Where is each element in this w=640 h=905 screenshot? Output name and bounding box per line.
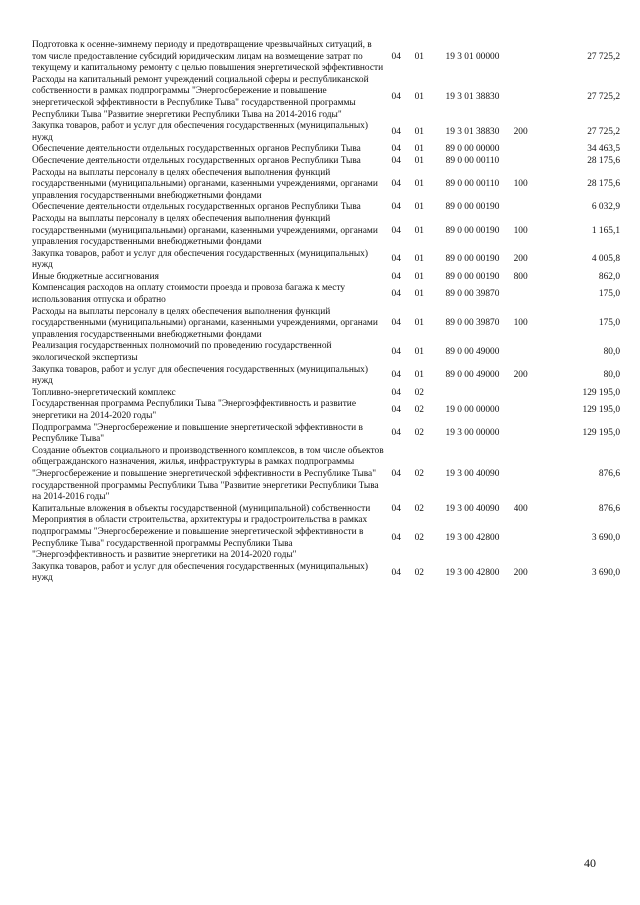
table-row [32, 515, 620, 561]
row-target-article: 19 3 00 40090 [445, 503, 500, 514]
row-amount: 27 725,2 [587, 126, 620, 137]
row-expense-type [514, 423, 554, 446]
row-name: Подготовка к осенне-зимнему периоду и предотвращение чрезвычайных ситуаций, в том числе предоставление субсидий юридическим лицам на возмещение затрат по текущему и капитальному ремонту с целью повышения энергетической эффективности [32, 40, 384, 74]
table-row [32, 562, 620, 585]
table-row [32, 283, 620, 306]
row-subsection-code: 01 [414, 202, 424, 213]
row-section-code: 04 [391, 387, 401, 398]
row-target-article: 89 0 00 00190 [445, 225, 500, 236]
row-subsection-code: 02 [414, 428, 424, 439]
row-expense-type: 400 [513, 503, 528, 514]
table-row [32, 249, 620, 272]
row-amount: 80,0 [603, 370, 620, 381]
row-subsection-code: 01 [414, 318, 424, 329]
row-expense-type [514, 75, 554, 121]
table-row [32, 40, 620, 75]
row-name: Расходы на выплаты персоналу в целях обеспечения выполнения функций государственными (муниципальными) органами, казенными учреждениями, органами управления государственными внебюджетными фондами [32, 306, 378, 340]
row-amount: 129 195,0 [582, 405, 620, 416]
row-section-code: 04 [391, 289, 401, 300]
row-subsection-code: 01 [414, 254, 424, 265]
row-name: Обеспечение деятельности отдельных государственных органов Республики Тыва [32, 155, 361, 166]
row-section-code: 04 [391, 405, 401, 416]
row-expense-type [514, 341, 554, 364]
row-amount: 27 725,2 [587, 92, 620, 103]
row-name: Реализация государственных полномочий по проведению государственной экологической экспертизы [32, 341, 332, 364]
table-row [32, 446, 620, 504]
row-amount: 3 690,0 [591, 532, 620, 543]
row-section-code: 04 [391, 347, 401, 358]
table-row [32, 341, 620, 364]
table-row [32, 272, 620, 284]
row-amount: 876,6 [598, 503, 620, 514]
row-amount: 80,0 [603, 347, 620, 358]
row-amount: 1 165,1 [591, 225, 620, 236]
row-name: Создание объектов социального и производственного комплексов, в том числе объектов общегражданского назначения, жилья, инфраструктуры в рамках подпрограммы "Энергосбережение и повышение энергетической эффективности в Республике Тыва" государственной программы Республики Тыва "Развитие энергетики Республики Тыва на 2014-2016 годы" [32, 445, 384, 503]
row-expense-type: 100 [513, 179, 528, 190]
row-target-article: 19 3 00 40090 [445, 468, 500, 479]
row-target-article: 89 0 00 00190 [445, 271, 500, 282]
row-amount: 129 195,0 [582, 387, 620, 398]
row-subsection-code: 01 [414, 144, 424, 155]
row-expense-type: 200 [513, 370, 528, 381]
row-section-code: 04 [391, 92, 401, 103]
table-row [32, 121, 620, 144]
row-section-code: 04 [391, 271, 401, 282]
row-name: Обеспечение деятельности отдельных государственных органов Республики Тыва [32, 202, 361, 213]
row-amount: 4 005,8 [591, 254, 620, 265]
row-subsection-code: 01 [414, 225, 424, 236]
row-name: Расходы на капитальный ремонт учреждений социальной сферы и республиканской собственности в рамках подпрограммы "Энергосбережение и повышение энергетической эффективности в Республике Тыва" государственной программы Республики Тыва "Развитие энергетики Республики Тыва на 2014-2016 годы" [32, 74, 369, 120]
row-section-code: 04 [391, 318, 401, 329]
row-target-article: 19 3 01 38830 [445, 126, 500, 137]
budget-table [32, 40, 620, 585]
row-expense-type: 100 [513, 225, 528, 236]
row-expense-type: 200 [513, 567, 528, 578]
table-row [32, 399, 620, 422]
row-amount: 28 175,6 [587, 155, 620, 166]
row-subsection-code: 01 [414, 155, 424, 166]
row-section-code: 04 [391, 155, 401, 166]
row-subsection-code: 01 [414, 289, 424, 300]
table-row [32, 504, 620, 516]
row-expense-type [514, 40, 554, 75]
budget-table-body [32, 40, 620, 585]
row-name: Компенсация расходов на оплату стоимости проезда и провоза багажа к месту использования отпуска и обратно [32, 283, 346, 306]
row-section-code: 04 [391, 503, 401, 514]
row-section-code: 04 [391, 254, 401, 265]
row-name: Расходы на выплаты персоналу в целях обеспечения выполнения функций государственными (муниципальными) органами, казенными учреждениями, органами управления государственными внебюджетными фондами [32, 213, 378, 248]
row-target-article: 89 0 00 49000 [445, 347, 500, 358]
row-target-article: 89 0 00 00190 [445, 254, 500, 265]
row-amount: 862,0 [598, 271, 620, 282]
row-name: Закупка товаров, работ и услуг для обеспечения государственных (муниципальных) нужд [32, 561, 368, 584]
row-expense-type [514, 515, 554, 561]
row-target-article: 19 0 00 00000 [445, 405, 500, 416]
row-name: Закупка товаров, работ и услуг для обеспечения государственных (муниципальных) нужд [32, 248, 368, 271]
table-row [32, 307, 620, 342]
table-row [32, 144, 620, 156]
row-section-code: 04 [391, 126, 401, 137]
row-subsection-code: 01 [414, 271, 424, 282]
row-subsection-code: 02 [414, 503, 424, 514]
row-section-code: 04 [391, 370, 401, 381]
table-row [32, 168, 620, 203]
row-expense-type [514, 283, 554, 306]
row-target-article: 89 0 00 00110 [445, 179, 500, 190]
row-target-article: 89 0 00 00000 [445, 144, 500, 155]
row-subsection-code: 01 [414, 370, 424, 381]
row-amount: 27 725,2 [587, 51, 620, 62]
table-row [32, 202, 620, 214]
row-subsection-code: 02 [414, 405, 424, 416]
row-subsection-code: 02 [414, 387, 424, 398]
row-target-article: 89 0 00 00190 [445, 202, 500, 213]
table-row [32, 388, 620, 400]
row-name: Иные бюджетные ассигнования [32, 271, 159, 282]
row-target-article: 19 3 01 38830 [445, 92, 500, 103]
row-section-code: 04 [391, 532, 401, 543]
table-row [32, 214, 620, 249]
row-name: Государственная программа Республики Тыва "Энергоэффективность и развитие энергетики на 2014-2020 годы" [32, 399, 356, 421]
row-amount: 175,0 [598, 289, 620, 300]
row-amount: 175,0 [598, 318, 620, 329]
row-name: Закупка товаров, работ и услуг для обеспечения государственных (муниципальных) нужд [32, 121, 368, 143]
row-expense-type [514, 446, 554, 504]
budget-sheet [32, 40, 620, 585]
row-expense-type: 100 [513, 318, 528, 329]
row-expense-type [514, 156, 554, 168]
row-amount: 6 032,9 [591, 202, 620, 213]
row-subsection-code: 02 [414, 532, 424, 543]
row-target-article: 19 3 00 00000 [445, 428, 500, 439]
row-name: Расходы на выплаты персоналу в целях обеспечения выполнения функций государственными (муниципальными) органами, казенными учреждениями, органами управления государственными внебюджетными фондами [32, 167, 378, 201]
row-expense-type: 800 [513, 271, 528, 282]
row-section-code: 04 [391, 202, 401, 213]
row-target-article: 89 0 00 39870 [445, 289, 500, 300]
page-number: 40 [584, 856, 596, 870]
row-section-code: 04 [391, 428, 401, 439]
row-target-article: 19 3 01 00000 [445, 51, 500, 62]
table-row [32, 365, 620, 388]
row-target-article: 89 0 00 49000 [445, 370, 500, 381]
row-subsection-code: 01 [414, 347, 424, 358]
row-expense-type [514, 399, 554, 422]
row-expense-type [514, 202, 554, 214]
table-row [32, 156, 620, 168]
row-name: Закупка товаров, работ и услуг для обеспечения государственных (муниципальных) нужд [32, 364, 368, 387]
row-expense-type: 200 [513, 126, 528, 137]
row-section-code: 04 [391, 468, 401, 479]
row-target-article: 89 0 00 00110 [445, 155, 500, 166]
row-target-article: 19 3 00 42800 [445, 532, 500, 543]
row-target-article [431, 388, 513, 400]
row-target-article: 19 3 00 42800 [445, 567, 500, 578]
row-name: Мероприятия в области строительства, архитектуры и градостроительства в рамках подпрограммы "Энергосбережение и повышение энергетической эффективности в Республике Тыва" государственной программы Республики Тыва "Энергоэффективность и развитие энергетики на 2014-2020 годы" [32, 515, 368, 561]
row-subsection-code: 01 [414, 126, 424, 137]
row-section-code: 04 [391, 144, 401, 155]
row-amount: 129 195,0 [582, 428, 620, 439]
row-expense-type [514, 388, 554, 400]
row-target-article: 89 0 00 39870 [445, 318, 500, 329]
row-name: Топливно-энергетический комплекс [32, 387, 176, 398]
row-amount: 3 690,0 [591, 567, 620, 578]
row-expense-type: 200 [513, 254, 528, 265]
row-expense-type [514, 144, 554, 156]
row-section-code: 04 [391, 225, 401, 236]
table-row [32, 75, 620, 121]
row-subsection-code: 02 [414, 468, 424, 479]
row-subsection-code: 02 [414, 567, 424, 578]
row-section-code: 04 [391, 51, 401, 62]
row-name: Подпрограмма "Энергосбережение и повышение энергетической эффективности в Республике Тыва" [32, 422, 363, 445]
row-name: Обеспечение деятельности отдельных государственных органов Республики Тыва [32, 144, 361, 155]
row-subsection-code: 01 [414, 179, 424, 190]
row-section-code: 04 [391, 179, 401, 190]
row-name: Капитальные вложения в объекты государственной (муниципальной) собственности [32, 503, 371, 514]
table-row [32, 423, 620, 446]
row-amount: 876,6 [598, 468, 620, 479]
row-subsection-code: 01 [414, 92, 424, 103]
row-amount: 28 175,6 [587, 179, 620, 190]
row-subsection-code: 01 [414, 51, 424, 62]
row-section-code: 04 [391, 567, 401, 578]
row-amount: 34 463,5 [587, 144, 620, 155]
